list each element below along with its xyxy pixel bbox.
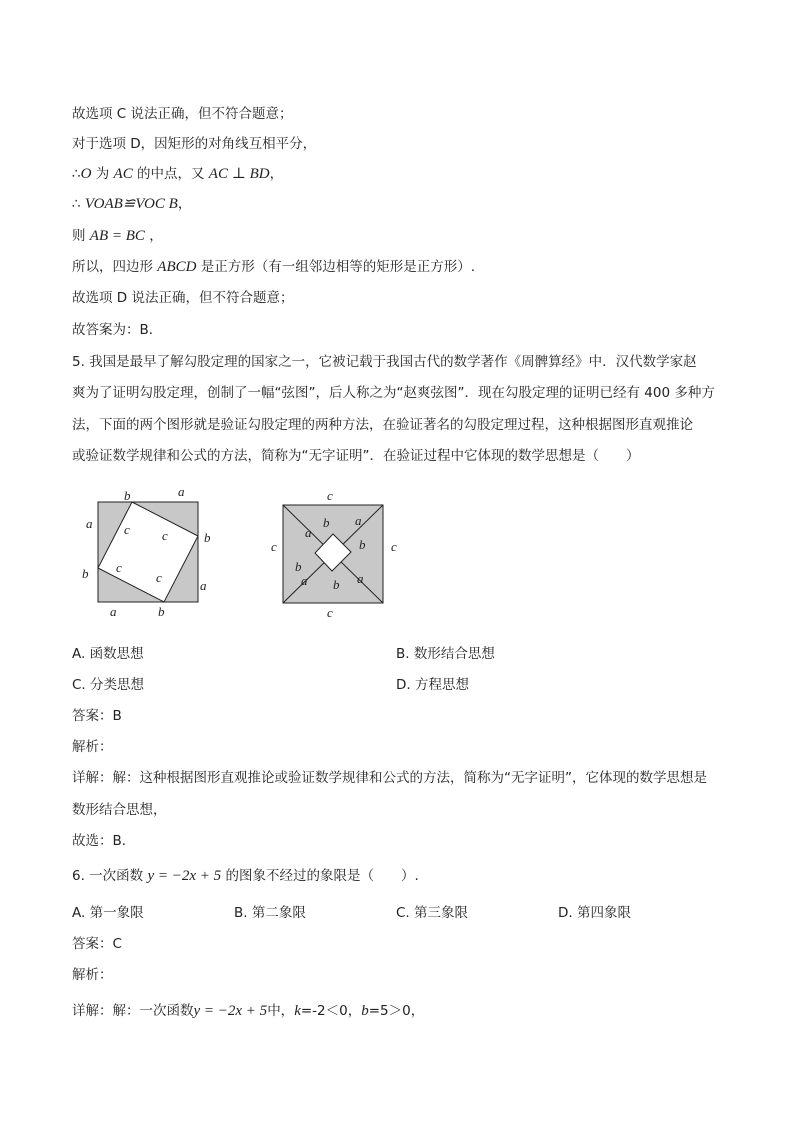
detail-text: 数形结合思想， <box>72 802 167 818</box>
question-5-stem: 法，下面的两个图形就是验证勾股定理的两种方法，在验证著名的勾股定理过程，这种根据图形直观推论 <box>72 417 693 433</box>
math-expr: AB = BC <box>89 228 145 244</box>
label-a-top: a <box>178 484 185 499</box>
option-a[interactable]: A. 函数思想 <box>72 646 144 662</box>
text-line <box>72 257 475 277</box>
answer: 答案：B <box>72 708 122 724</box>
label-c-right: c <box>391 539 397 554</box>
answer: 答案：C <box>72 936 122 952</box>
label-b: b <box>333 577 340 592</box>
label-b-top: b <box>124 488 131 503</box>
conclusion: 故选：B． <box>72 833 136 849</box>
text-line: 故选项 D 说法正确，但不符合题意； <box>72 290 294 306</box>
math-expr: k <box>294 1003 301 1019</box>
text-fragment: =-2＜0， <box>300 1003 362 1019</box>
label-c: c <box>156 570 162 585</box>
text-fragment: 详解：解：一次函数 <box>72 1003 194 1019</box>
label-c: c <box>116 560 122 575</box>
figure-left-square <box>78 480 218 622</box>
analysis-label: 解析： <box>72 967 113 983</box>
text-fragment: 则 <box>72 228 86 244</box>
math-expr: AC <box>113 166 133 182</box>
label-b-bottom: b <box>158 604 165 619</box>
option-b[interactable]: B. 数形结合思想 <box>396 646 495 662</box>
label-c-bottom: c <box>327 605 333 620</box>
question-5-stem: 爽为了证明勾股定理，创制了一幅“弦图”，后人称之为“赵爽弦图”．现在勾股定理的证明已经有 400 多种方 <box>72 385 715 401</box>
question-5-stem: 或验证数学规律和公式的方法，简称为“无字证明”．在验证过程中它体现的数学思想是（ ） <box>72 448 640 464</box>
option-a[interactable]: A. 第一象限 <box>72 905 144 921</box>
text-fragment: ， <box>149 228 163 244</box>
math-expr: b <box>361 1003 369 1019</box>
math-expr: y = −2x + 5 <box>147 868 222 884</box>
option-c[interactable]: C. 第三象限 <box>396 905 469 921</box>
text-fragment: 中， <box>267 1003 295 1019</box>
label-a: a <box>355 513 362 528</box>
label-b-right: b <box>204 530 211 545</box>
text-fragment: 的图象不经过的象限是（ ）. <box>225 868 419 884</box>
label-b-left: b <box>82 566 89 581</box>
math-expr: AC ⊥ BD <box>208 166 270 182</box>
text-line: 故选项 C 说法正确，但不符合题意； <box>72 106 293 122</box>
analysis-label: 解析： <box>72 739 113 755</box>
text-line: 对于选项 D，因矩形的对角线互相平分， <box>72 136 317 152</box>
math-expr: O <box>80 166 92 182</box>
text-fragment: 的中点，又 <box>137 166 205 182</box>
therefore-symbol: ∴ <box>72 196 81 212</box>
label-a: a <box>301 573 308 588</box>
text-fragment: 是正方形（有一组邻边相等的矩形是正方形）. <box>200 259 476 275</box>
detail-text: 详解：解：这种根据图形直观推论或验证数学规律和公式的方法，简称为“无字证明”，它体现的数学思想是 <box>72 770 707 786</box>
text-fragment: 为 <box>95 166 110 182</box>
text-fragment: ， <box>269 166 284 182</box>
question-6-stem <box>72 866 419 886</box>
figure-right-square <box>265 485 405 625</box>
math-expr: VOAB≌VOC B <box>84 196 178 212</box>
math-expr: y = −2x + 5 <box>193 1003 268 1019</box>
option-c[interactable]: C. 分类思想 <box>72 677 145 693</box>
math-expr: ABCD <box>157 259 197 275</box>
label-a: a <box>305 525 312 540</box>
option-d[interactable]: D. 方程思想 <box>396 677 469 693</box>
label-c: c <box>162 528 168 543</box>
detail-text <box>72 1001 424 1021</box>
label-b: b <box>323 515 330 530</box>
label-a-left: a <box>86 516 93 531</box>
text-line <box>72 164 283 184</box>
therefore-symbol: ∴ <box>72 166 81 182</box>
question-5-stem: 5. 我国是最早了解勾股定理的国家之一，它被记载于我国古代的数学著作《周髀算经》中．汉代数学家赵 <box>72 354 697 370</box>
label-b: b <box>359 537 366 552</box>
label-c-top: c <box>327 488 333 503</box>
text-fragment: 所以，四边形 <box>72 259 153 275</box>
text-fragment: =5＞0， <box>368 1003 425 1019</box>
text-fragment: ， <box>177 196 192 212</box>
label-c: c <box>124 522 130 537</box>
text-fragment: 6. 一次函数 <box>72 868 144 884</box>
label-a: a <box>357 571 364 586</box>
text-line: 故答案为：B． <box>72 322 163 338</box>
option-b[interactable]: B. 第二象限 <box>234 905 306 921</box>
label-b: b <box>295 559 302 574</box>
label-a-bottom: a <box>110 604 117 619</box>
text-line <box>72 226 163 246</box>
option-d[interactable]: D. 第四象限 <box>558 905 631 921</box>
label-c-left: c <box>271 539 277 554</box>
text-line <box>72 194 191 214</box>
label-a-right: a <box>200 578 207 593</box>
